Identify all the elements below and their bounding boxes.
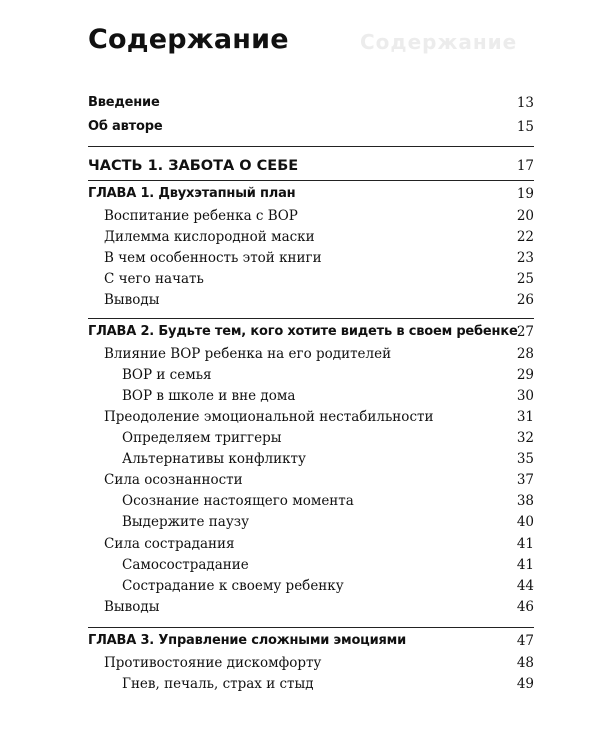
toc-entry[interactable] [0,289,600,311]
toc-page-number: 28 [516,346,534,362]
toc-entry[interactable] [0,406,600,428]
toc-chapter-1[interactable] [0,183,600,205]
toc-page-number: 41 [516,536,534,552]
toc-entry-title: ГЛАВА 2. Будьте тем, кого хотите видеть в своем ребенке [88,324,518,339]
toc-entry-title: Самосострадание [122,557,249,573]
toc-entry-title: Противостояние дискомфорту [104,655,322,671]
toc-entry[interactable] [0,343,600,365]
toc-subentry[interactable] [0,427,600,449]
toc-subentry[interactable] [0,364,600,386]
toc-entry-title: ГЛАВА 1. Двухэтапный план [88,186,296,201]
toc-entry-title: Воспитание ребенка с ВОР [104,208,298,224]
toc-page-number: 19 [516,186,534,202]
bleed-through-text: Содержание [360,30,518,54]
toc-subentry[interactable] [0,554,600,576]
toc-page-number: 13 [516,95,534,111]
section-divider [88,318,534,319]
toc-entry-title: Выдержите паузу [122,514,250,530]
toc-subentry[interactable] [0,448,600,470]
toc-entry-title: Сила сострадания [104,536,235,552]
toc-page-number: 47 [516,633,534,649]
toc-entry-title: Выводы [104,599,160,615]
toc-page-number: 20 [516,208,534,224]
page-title: Содержание [88,24,289,55]
toc-page-number: 29 [516,367,534,383]
toc-page-number: 17 [516,158,534,174]
toc-entry-title: Преодоление эмоциональной нестабильности [104,409,434,425]
toc-entry-title: Сострадание к своему ребенку [122,578,344,594]
toc-page-number: 25 [516,271,534,287]
toc-entry-title: Сила осознанности [104,472,243,488]
toc-entry-title: ЧАСТЬ 1. ЗАБОТА О СЕБЕ [88,158,299,174]
toc-entry-title: ГЛАВА 3. Управление сложными эмоциями [88,633,407,648]
toc-subentry[interactable] [0,575,600,597]
toc-entry-title: С чего начать [104,271,204,287]
toc-entry-title: ВОР и семья [122,367,212,383]
toc-page-number: 40 [516,514,534,530]
toc-page-number: 23 [516,250,534,266]
toc-entry-title: Гнев, печаль, страх и стыд [122,676,314,692]
toc-entry-title: Дилемма кислородной маски [104,229,315,245]
toc-entry[interactable] [0,226,600,248]
toc-subentry[interactable] [0,490,600,512]
toc-chapter-3[interactable] [0,630,600,652]
toc-entry-title: Осознание настоящего момента [122,493,354,509]
toc-page-number: 48 [516,655,534,671]
toc-entry[interactable] [0,205,600,227]
toc-page-number: 38 [516,493,534,509]
section-divider [88,146,534,147]
toc-entry-title: Об авторе [88,119,163,134]
toc-entry-title: Влияние ВОР ребенка на его родителей [104,346,392,362]
toc-page-number: 26 [516,292,534,308]
toc-entry-title: ВОР в школе и вне дома [122,388,296,404]
toc-page-number: 31 [516,409,534,425]
toc-page-number: 32 [516,430,534,446]
toc-page-number: 22 [516,229,534,245]
toc-page-number: 46 [516,599,534,615]
toc-entry[interactable] [0,533,600,555]
toc-page-number: 35 [516,451,534,467]
toc-entry-title: Альтернативы конфликту [122,451,306,467]
toc-page-number: 41 [516,557,534,573]
toc-entry[interactable] [0,247,600,269]
toc-entry[interactable] [0,469,600,491]
toc-page-number: 27 [516,324,534,340]
toc-entry-title: Определяем триггеры [122,430,282,446]
toc-page-number: 49 [516,676,534,692]
section-divider [88,180,534,181]
toc-entry-title: В чем особенность этой книги [104,250,322,266]
toc-subentry[interactable] [0,385,600,407]
toc-entry[interactable] [0,652,600,674]
toc-chapter-2[interactable] [0,321,600,343]
toc-page-number: 30 [516,388,534,404]
toc-subentry[interactable] [0,511,600,533]
toc-entry-introduction[interactable] [0,92,600,114]
toc-page-number: 44 [516,578,534,594]
toc-entry[interactable] [0,268,600,290]
toc-page-number: 37 [516,472,534,488]
toc-page-number: 15 [516,119,534,135]
toc-subentry[interactable] [0,673,600,695]
toc-part-1[interactable] [0,155,600,177]
toc-entry-title: Введение [88,95,160,110]
toc-entry-about-author[interactable] [0,116,600,138]
toc-entry[interactable] [0,596,600,618]
section-divider [88,627,534,628]
toc-entry-title: Выводы [104,292,160,308]
